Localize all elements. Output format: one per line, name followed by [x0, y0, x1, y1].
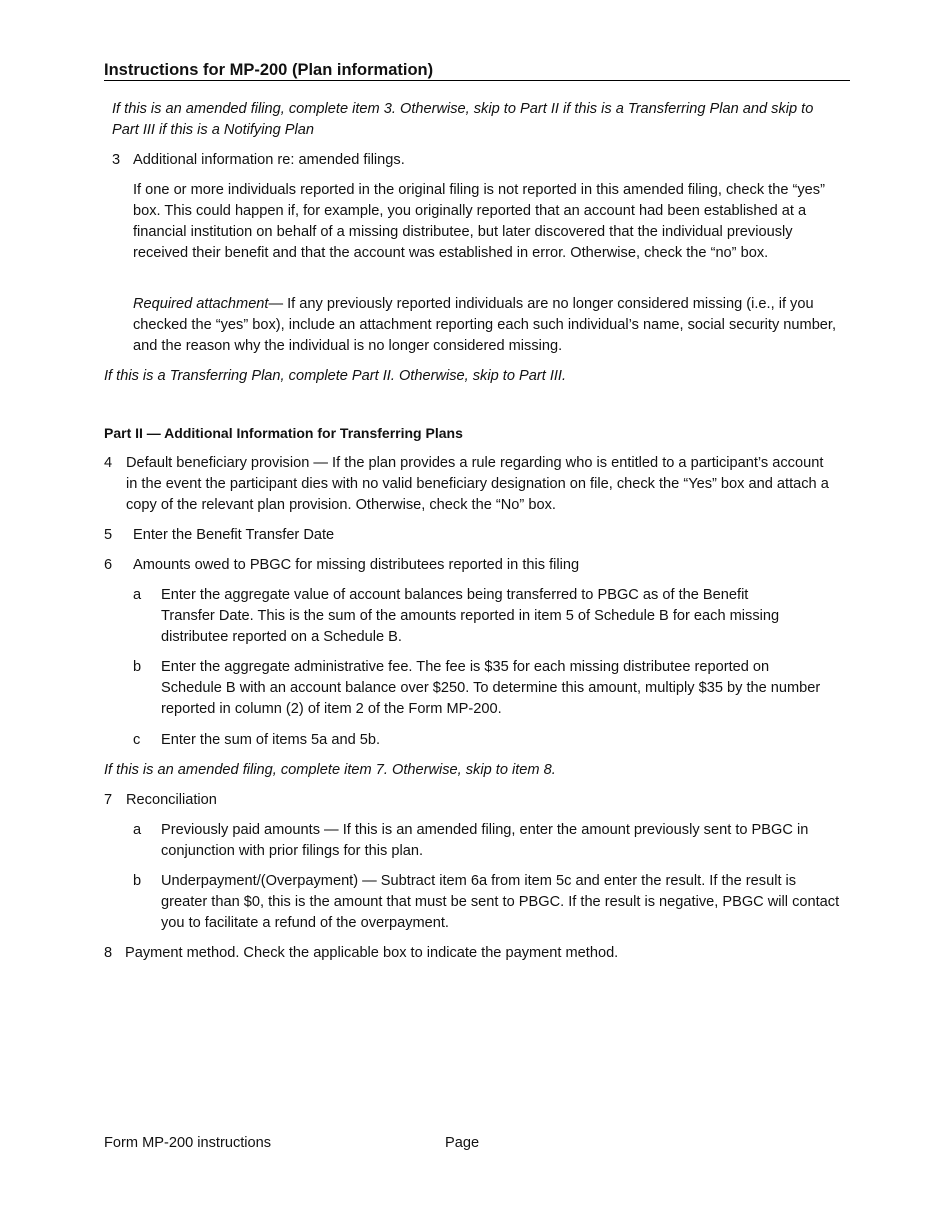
- required-attachment: [133, 294, 838, 357]
- item-paragraph: If one or more individuals reported in the original filing is not reported in this amended filing, check the “yes” box. This could happen if, for example, you originally reported that an account had been established at a financial institution on behalf of a missing distributee, but later discovered that the individual previously received their benefit and that the account was established in error. Otherwise, check the “no” box.: [133, 182, 825, 261]
- transfer-note: If this is a Transferring Plan, complete Part II. Otherwise, skip to Part III.: [104, 368, 567, 384]
- page-title: Instructions for MP-200 (Plan information): [104, 60, 850, 81]
- amended-note: If this is an amended filing, complete item 7. Otherwise, skip to item 8.: [104, 762, 556, 778]
- item-text: Amounts owed to PBGC for missing distributees reported in this filing: [133, 557, 580, 573]
- item-heading: Additional information re: amended filings.: [133, 152, 405, 168]
- item-text: Default beneficiary provision — If the plan provides a rule regarding who is entitled to a participant’s account in the event the participant dies with no valid beneficiary designation on file, check the “Yes” box and attach a copy of the relevant plan provision. Otherwise, check the “No” box.: [126, 455, 829, 513]
- sub-letter: c: [133, 732, 141, 748]
- item-number: 6: [104, 557, 113, 573]
- sub-letter: b: [133, 659, 142, 675]
- sub-text: Enter the aggregate administrative fee. The fee is $35 for each missing distributee reported on Schedule B with an account balance over $250. To determine this amount, multiply $35 by the number reported in column (2) of item 2 of the Form MP-200.: [161, 659, 821, 717]
- item-text: Reconciliation: [126, 792, 217, 808]
- footer-form-name: Form MP-200 instructions: [104, 1135, 272, 1151]
- sub-letter: a: [133, 587, 142, 603]
- sub-text: Underpayment/(Overpayment) — Subtract item 6a from item 5c and enter the result. If the result is greater than $0, this is the amount that must be sent to PBGC. If the result is negative, PBGC will contact you to facilitate a refund of the overpayment.: [161, 873, 840, 931]
- intro-note: If this is an amended filing, complete item 3. Otherwise, skip to Part II if this is a Transferring Plan and skip to Part III if this is a Notifying Plan: [112, 101, 814, 138]
- sub-letter: b: [133, 873, 142, 889]
- item-text: Payment method. Check the applicable box to indicate the payment method.: [125, 945, 619, 961]
- footer-page-label: Page: [445, 1135, 480, 1151]
- sub-text: Enter the sum of items 5a and 5b.: [161, 732, 381, 748]
- item-number: 5: [104, 527, 113, 543]
- part2-heading: Part II — Additional Information for Transferring Plans: [104, 425, 463, 441]
- item-number: 8: [104, 945, 113, 961]
- item-number: 7: [104, 792, 113, 808]
- item-text: Enter the Benefit Transfer Date: [133, 527, 335, 543]
- sub-letter: a: [133, 822, 142, 838]
- sub-text: Previously paid amounts — If this is an amended filing, enter the amount previously sent to PBGC in conjunction with prior filings for this plan.: [161, 822, 809, 859]
- sub-text: Enter the aggregate value of account balances being transferred to PBGC as of the Benefit Transfer Date. This is the sum of the amounts reported in item 5 of Schedule B for each missing distributee reported on a Schedule B.: [161, 587, 780, 645]
- attachment-label: Required attachment: [133, 296, 269, 312]
- item-number: 3: [112, 152, 121, 168]
- item-number: 4: [104, 455, 113, 471]
- attachment-text: — If any previously reported individuals are no longer considered missing (i.e., if you checked the “yes” box), include an attachment reporting each such individual’s name, social security number, and the reason why the individual is no longer considered missing.: [133, 296, 837, 354]
